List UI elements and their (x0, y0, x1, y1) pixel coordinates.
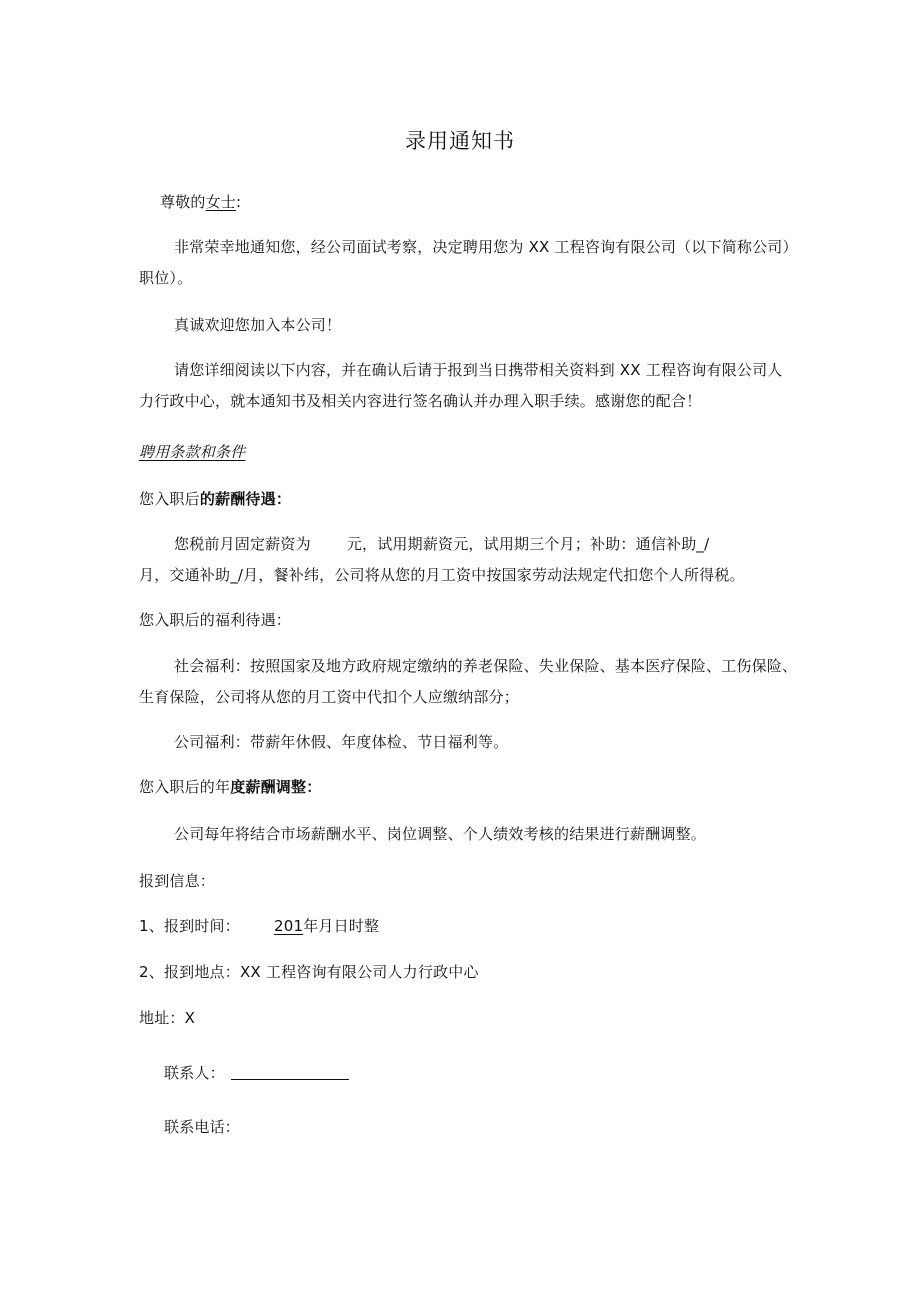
salutation-suffix: : (236, 193, 242, 211)
salary-line-2: 月，交通补助_/月，餐补纬，公司将从您的月工资中按国家劳动法规定代扣您个人所得税。 (139, 566, 745, 584)
contact-person (164, 1063, 349, 1083)
report-heading: 报到信息： (139, 872, 216, 890)
salary-heading-bold: 的薪酬待遇： (199, 490, 292, 508)
report-time (139, 916, 379, 936)
salary-line-1 (174, 534, 709, 554)
benefits-heading: 您入职后的福利待遇： (139, 611, 292, 629)
document-title: 录用通知书 (405, 129, 515, 153)
salary-line-1-b: 元，试用期薪资元，试用期三个月；补助：通信补助_/ (346, 535, 710, 553)
intro-line-2: 职位）。 (139, 269, 193, 287)
adjustment-body: 公司每年将结合市场薪酬水平、岗位调整、个人绩效考核的结果进行薪酬调整。 (174, 825, 707, 843)
salary-heading-plain: 您入职后 (139, 490, 200, 508)
instructions-line-2: 力行政中心，就本通知书及相关内容进行签名确认并办理入职手续。感谢您的配合！ (139, 392, 702, 410)
adjustment-heading-plain: 您入职后的年 (139, 778, 231, 796)
terms-heading: 聘用条款和条件 (139, 443, 246, 461)
contact-person-blank (231, 1065, 349, 1080)
adjustment-heading (139, 777, 321, 797)
instructions-line-1: 请您详细阅读以下内容，并在确认后请于报到当日携带相关资料到 XX 工程咨询有限公司人 (174, 361, 783, 379)
intro-line-1: 非常荣幸地通知您，经公司面试考察，决定聘用您为 XX 工程咨询有限公司（以下简称公司） (174, 238, 798, 256)
contact-phone (164, 1117, 240, 1137)
report-address: 地址：X (139, 1009, 196, 1027)
contact-phone-label: 联系电话： (164, 1118, 241, 1136)
salutation-prefix: 尊敬的 (160, 193, 206, 211)
social-benefits-line-2: 生育保险，公司将从您的月工资中代扣个人应缴纳部分； (139, 688, 520, 706)
report-time-label: 1、报到时间： (139, 917, 240, 935)
salutation (160, 192, 241, 212)
welcome-text: 真诚欢迎您加入本公司！ (174, 316, 342, 334)
report-place: 2、报到地点：XX 工程咨询有限公司人力行政中心 (139, 963, 479, 981)
company-benefits: 公司福利：带薪年休假、年度体检、节日福利等。 (174, 733, 509, 751)
adjustment-heading-bold: 度薪酬调整： (230, 778, 322, 796)
salary-heading (139, 489, 291, 509)
contact-person-label: 联系人： (164, 1064, 225, 1082)
social-benefits-line-1: 社会福利：按照国家及地方政府规定缴纳的养老保险、失业保险、基本医疗保险、工伤保险、 (174, 657, 798, 675)
report-time-rest: 年月日时整 (303, 917, 380, 935)
salary-line-1-a: 您税前月固定薪资为 (174, 535, 311, 553)
salutation-name: 女士 (205, 193, 237, 211)
report-time-year: 201 (273, 917, 304, 935)
